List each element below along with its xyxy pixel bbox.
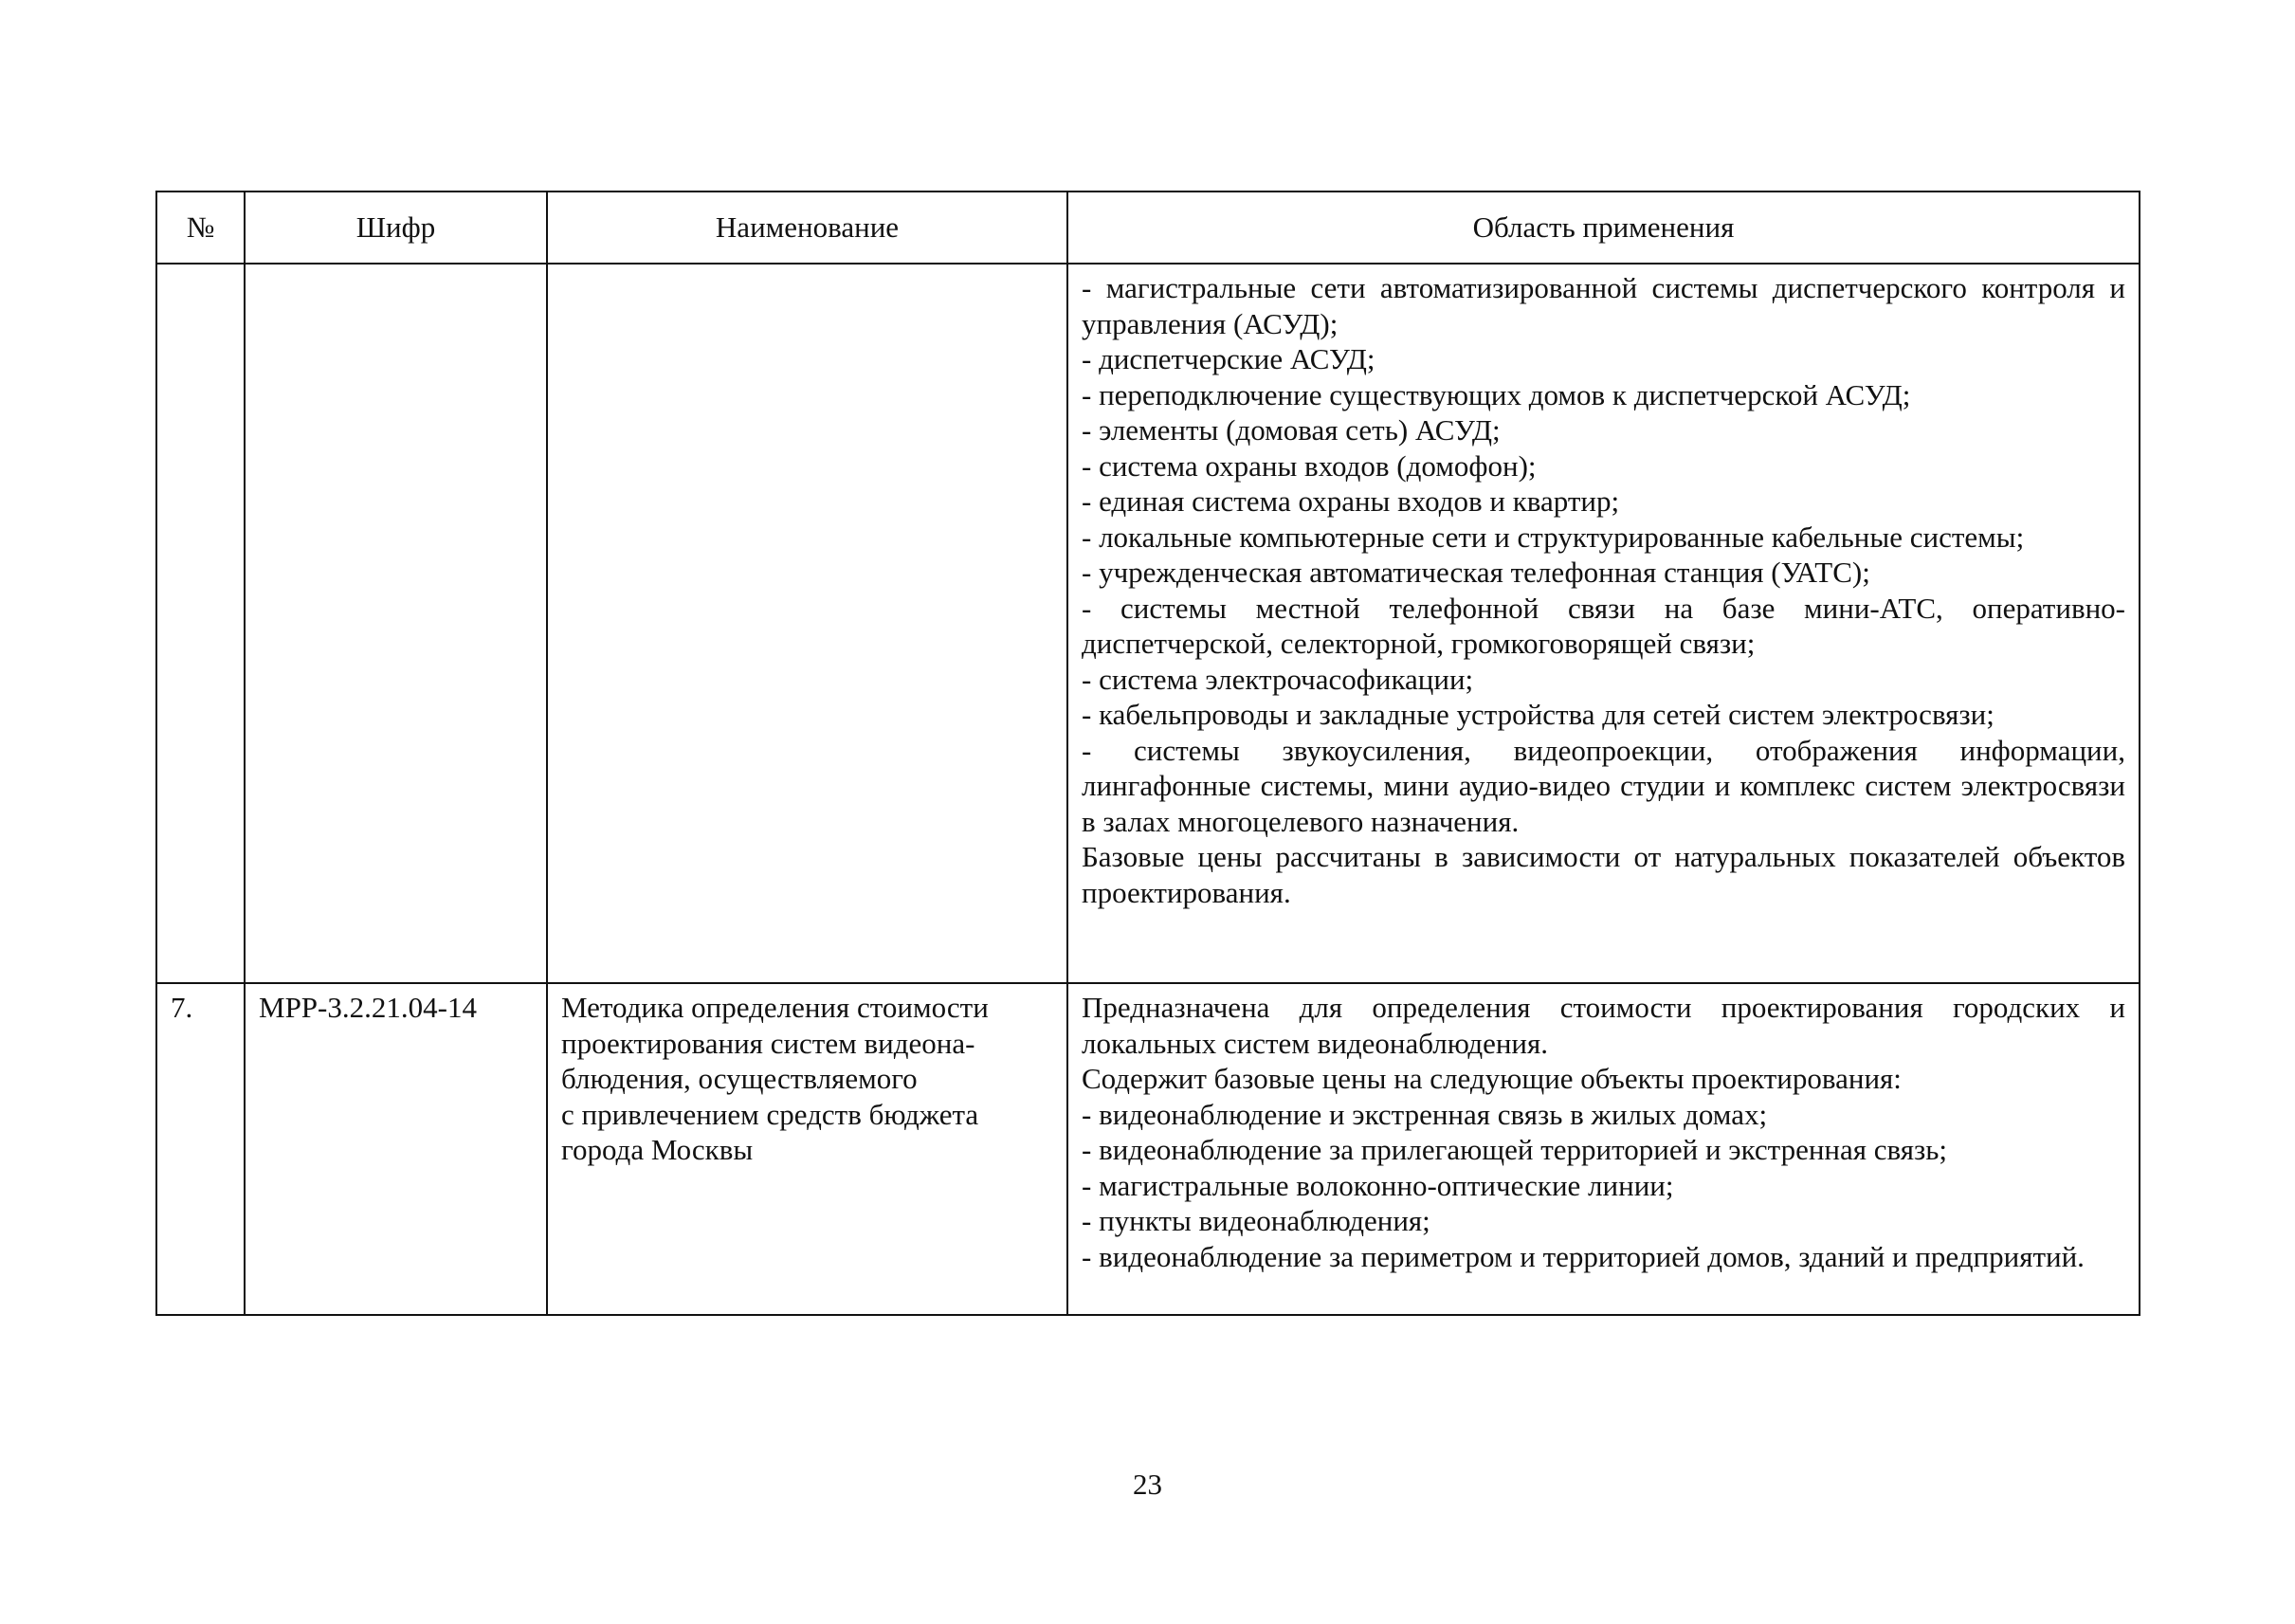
row-num-cell (156, 264, 245, 983)
row-num: 7. (171, 991, 193, 1024)
scope-line: - элементы (домовая сеть) АСУД; (1082, 413, 1501, 447)
row-name-cell (547, 264, 1067, 983)
scope-line: - учрежденческая автоматическая телефонная станция (УАТС); (1082, 556, 1870, 589)
scope-line: - видеонаблюдение за прилегающей территорией и экстренная связь; (1082, 1133, 1948, 1166)
header-scope: Область применения (1067, 192, 2140, 264)
scope-line: - переподключение существующих домов к диспетчерской АСУД; (1082, 377, 1911, 411)
row-num-cell (156, 983, 245, 1315)
scope-line: Базовые цены рассчитаны в зависимости от натуральных показателей объектов проектирования. (1082, 840, 2125, 909)
scope-line: - видеонаблюдение за периметром и территорией домов, зданий и предприятий. (1082, 1239, 2085, 1273)
scope-line: - магистральные сети автоматизированной системы диспетчерского контроля и управления (АСУД); (1082, 271, 2125, 340)
row-code-cell (245, 264, 547, 983)
scope-line: - диспетчерские АСУД; (1082, 342, 1375, 375)
row-name (548, 265, 1066, 276)
scope-line: - системы местной телефонной связи на базе мини-АТС, оперативно-диспетчерской, селекторной, громкоговорящей связи; (1082, 591, 2125, 660)
scope-line: - единая система охраны входов и квартир; (1082, 484, 1620, 518)
registry-table (155, 191, 2140, 1316)
row-num (157, 265, 244, 276)
scope-line: - пункты видеонаблюдения; (1082, 1204, 1430, 1237)
name-line: блюдения, осуществляемого (561, 1062, 918, 1095)
table-row (156, 983, 2140, 1315)
name-line: города Москвы (561, 1133, 754, 1166)
row-scope-cell (1067, 264, 2140, 983)
scope-line: - система охраны входов (домофон); (1082, 448, 1537, 483)
row-scope (1068, 984, 2139, 1282)
row-code: МРР-3.2.21.04-14 (259, 991, 477, 1024)
scope-line: Содержит базовые цены на следующие объекты проектирования: (1082, 1062, 1902, 1095)
scope-line: - система электрочасофикации; (1082, 662, 1474, 696)
header-name: Наименование (547, 192, 1067, 264)
scope-line: - локальные компьютерные сети и структурированные кабельные системы; (1082, 520, 2025, 554)
row-scope (1068, 265, 2139, 918)
scope-line: - видеонаблюдение и экстренная связь в жилых домах; (1082, 1097, 1768, 1131)
scope-line: - магистральные волоконно-оптические линии; (1082, 1168, 1674, 1202)
name-line: проектирования систем видеона- (561, 1026, 975, 1060)
name-line: Методика определения стоимости (561, 991, 989, 1024)
row-code-cell (245, 983, 547, 1315)
header-num: № (156, 192, 245, 264)
table-header-row (156, 192, 2140, 264)
page-number: 23 (1133, 1468, 1162, 1501)
scope-line: Предназначена для определения стоимости проектирования городских и локальных систем видеонаблюдения. (1082, 991, 2125, 1060)
row-scope-cell (1067, 983, 2140, 1315)
row-name (548, 984, 1066, 1174)
header-code: Шифр (245, 192, 547, 264)
row-code (246, 265, 546, 276)
row-name-cell (547, 983, 1067, 1315)
table-row (156, 264, 2140, 983)
name-line: с привлечением средств бюджета (561, 1097, 979, 1131)
scope-line: - системы звукоусиления, видеопроекции, отображения информации, лингафонные системы, мини аудио-видео студии и комплекс систем электросвязи в залах многоцелевого назначения. (1082, 733, 2125, 838)
scope-line: - кабельпроводы и закладные устройства для сетей систем электросвязи; (1082, 698, 1994, 731)
